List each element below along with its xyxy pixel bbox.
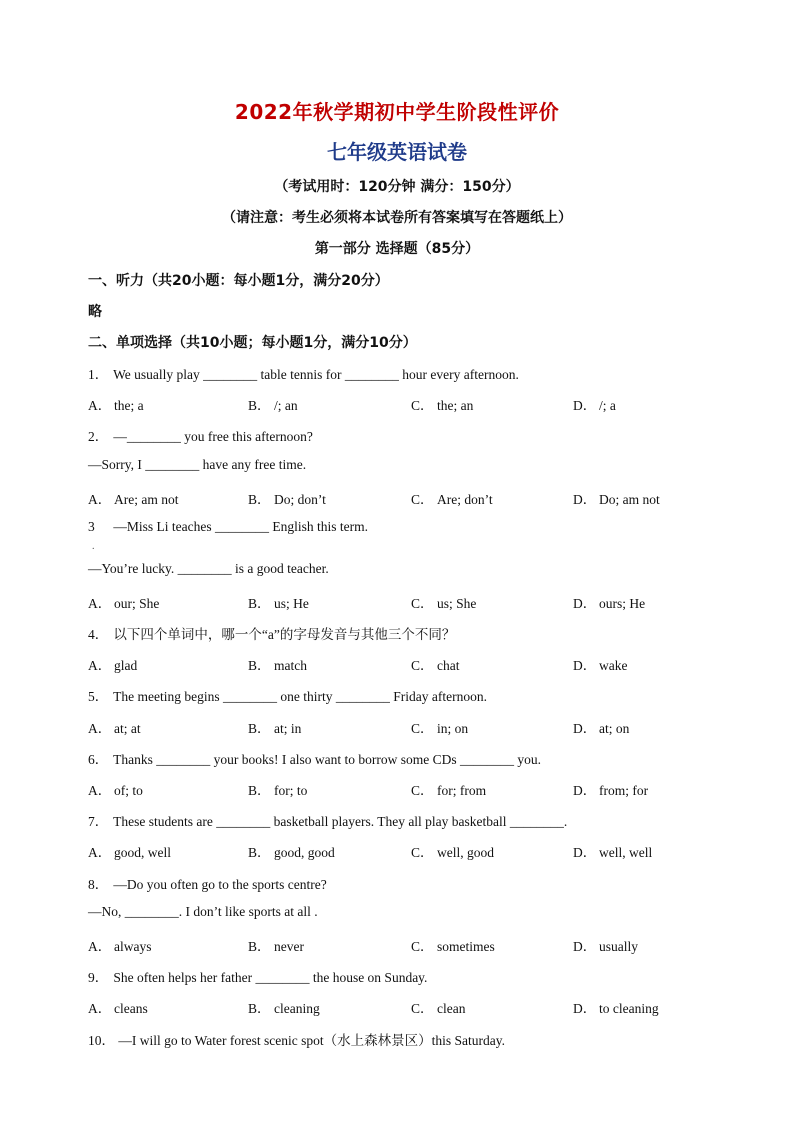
option-letter: A． xyxy=(88,1001,112,1016)
stray-dot: . xyxy=(92,541,95,552)
question-text: —No, ________. I don’t like sports at all . xyxy=(88,904,318,919)
option-text: Are; am not xyxy=(114,492,179,507)
question-6-options xyxy=(88,779,708,799)
option-text: /; an xyxy=(274,398,298,413)
listening-heading: 一、听力（共20小题：每小题1分，满分20分） xyxy=(88,273,389,289)
option-a[interactable] xyxy=(88,654,137,674)
option-letter: D． xyxy=(573,721,597,736)
question-3-options xyxy=(88,592,708,612)
option-letter: B． xyxy=(248,1001,271,1016)
exam-title: 2022年秋学期初中学生阶段性评价 xyxy=(234,100,560,124)
option-text: of; to xyxy=(114,783,143,798)
option-b[interactable] xyxy=(248,654,307,674)
option-letter: D． xyxy=(573,845,597,860)
option-text: cleans xyxy=(114,1001,148,1016)
option-letter: D． xyxy=(573,596,597,611)
option-a[interactable] xyxy=(88,841,171,861)
question-text: We usually play ________ table tennis for ________ hour every afternoon. xyxy=(113,367,519,382)
single-choice-heading: 二、单项选择（共10小题；每小题1分，满分10分） xyxy=(88,335,417,351)
option-a[interactable] xyxy=(88,592,159,612)
question-text: The meeting begins ________ one thirty ________ Friday afternoon. xyxy=(113,689,487,704)
question-8-line-2 xyxy=(88,904,318,920)
question-3-line-1 xyxy=(88,519,368,535)
question-text: —You’re lucky. ________ is a good teacher. xyxy=(88,561,329,576)
option-d[interactable] xyxy=(573,488,660,508)
question-number: 3 xyxy=(88,519,95,534)
option-text: well, well xyxy=(599,845,653,860)
option-text: match xyxy=(274,658,307,673)
question-2-options xyxy=(88,488,708,508)
option-letter: A． xyxy=(88,658,112,673)
question-number: 6． xyxy=(88,752,109,767)
listening-note: 略 xyxy=(88,304,102,320)
question-number: 9． xyxy=(88,970,109,985)
question-text: —Do you often go to the sports centre? xyxy=(113,877,327,892)
exam-subtitle: 七年级英语试卷 xyxy=(327,140,467,164)
option-text: /; a xyxy=(599,398,616,413)
option-letter: D． xyxy=(573,398,597,413)
option-b[interactable] xyxy=(248,394,298,414)
option-c[interactable] xyxy=(411,935,495,955)
option-text: sometimes xyxy=(437,939,495,954)
option-letter: B． xyxy=(248,939,271,954)
option-text: wake xyxy=(599,658,628,673)
option-d[interactable] xyxy=(573,592,645,612)
question-9-options xyxy=(88,997,708,1017)
option-text: never xyxy=(274,939,304,954)
option-text: our; She xyxy=(114,596,160,611)
question-number: 8． xyxy=(88,877,109,892)
option-letter: C． xyxy=(411,939,434,954)
option-c[interactable] xyxy=(411,997,465,1017)
question-8-options xyxy=(88,935,708,955)
option-letter: C． xyxy=(411,783,434,798)
question-number: 7． xyxy=(88,814,109,829)
question-2-line-1 xyxy=(88,425,313,445)
question-7-line-1 xyxy=(88,810,567,830)
option-a[interactable] xyxy=(88,935,152,955)
option-d[interactable] xyxy=(573,394,616,414)
option-a[interactable] xyxy=(88,488,178,508)
option-letter: C． xyxy=(411,721,434,736)
question-5-line-1 xyxy=(88,685,487,705)
option-text: cleaning xyxy=(274,1001,320,1016)
exam-info: （考试用时：120分钟 满分：150分） xyxy=(274,179,520,195)
option-letter: A． xyxy=(88,783,112,798)
option-letter: C． xyxy=(411,398,434,413)
option-text: the; an xyxy=(437,398,474,413)
option-text: Are; don’t xyxy=(437,492,493,507)
option-c[interactable] xyxy=(411,592,476,612)
option-letter: D． xyxy=(573,939,597,954)
question-number: 5． xyxy=(88,689,109,704)
option-a[interactable] xyxy=(88,779,143,799)
option-letter: B． xyxy=(248,398,271,413)
option-b[interactable] xyxy=(248,717,301,737)
option-text: good, good xyxy=(274,845,335,860)
option-text: glad xyxy=(114,658,138,673)
question-7-options xyxy=(88,841,708,861)
question-3-line-2 xyxy=(88,561,329,577)
question-1-line-1 xyxy=(88,363,519,383)
option-letter: A． xyxy=(88,596,112,611)
question-number: 1． xyxy=(88,367,109,382)
option-b[interactable] xyxy=(248,997,320,1017)
option-b[interactable] xyxy=(248,488,326,508)
option-letter: D． xyxy=(573,658,597,673)
option-letter: B． xyxy=(248,721,271,736)
question-6-line-1 xyxy=(88,748,541,768)
question-text: —________ you free this afternoon? xyxy=(113,429,313,444)
option-a[interactable] xyxy=(88,717,141,737)
option-letter: B． xyxy=(248,783,271,798)
question-text: —Miss Li teaches ________ English this term. xyxy=(113,519,368,534)
option-text: well, good xyxy=(437,845,494,860)
question-text: —Sorry, I ________ have any free time. xyxy=(88,457,307,472)
option-text: chat xyxy=(437,658,460,673)
option-text: us; He xyxy=(274,596,309,611)
option-c[interactable] xyxy=(411,488,493,508)
option-text: for; to xyxy=(274,783,308,798)
option-letter: B． xyxy=(248,658,271,673)
option-letter: A． xyxy=(88,845,112,860)
option-text: the; a xyxy=(114,398,144,413)
question-4-options xyxy=(88,654,708,674)
option-text: at; in xyxy=(274,721,302,736)
option-text: Do; am not xyxy=(599,492,660,507)
option-text: at; at xyxy=(114,721,141,736)
option-letter: A． xyxy=(88,939,112,954)
option-text: to cleaning xyxy=(599,1001,659,1016)
option-text: in; on xyxy=(437,721,469,736)
option-letter: C． xyxy=(411,596,434,611)
option-a[interactable] xyxy=(88,997,148,1017)
option-c[interactable] xyxy=(411,654,460,674)
question-9-line-1 xyxy=(88,966,427,986)
question-text: 以下四个单词中，哪一个“a”的字母发音与其他三个不同？ xyxy=(113,627,456,642)
option-c[interactable] xyxy=(411,779,486,799)
option-text: at; on xyxy=(599,721,630,736)
option-d[interactable] xyxy=(573,997,659,1017)
option-d[interactable] xyxy=(573,654,627,674)
option-letter: C． xyxy=(411,1001,434,1016)
question-number: 4． xyxy=(88,627,109,642)
option-text: usually xyxy=(599,939,638,954)
question-4-line-1 xyxy=(88,623,455,643)
option-letter: A． xyxy=(88,398,112,413)
option-a[interactable] xyxy=(88,394,144,414)
option-letter: B． xyxy=(248,596,271,611)
option-b[interactable] xyxy=(248,592,309,612)
option-letter: C． xyxy=(411,658,434,673)
option-text: ours; He xyxy=(599,596,646,611)
option-c[interactable] xyxy=(411,717,468,737)
question-text: —I will go to Water forest scenic spot（水上森林景区）this Saturday. xyxy=(118,1033,505,1048)
option-text: Do; don’t xyxy=(274,492,326,507)
question-text: She often helps her father ________ the house on Sunday. xyxy=(113,970,428,985)
question-2-line-2 xyxy=(88,457,306,473)
option-d[interactable] xyxy=(573,935,638,955)
question-text: These students are ________ basketball players. They all play basketball ________. xyxy=(113,814,568,829)
question-1-options xyxy=(88,394,708,414)
option-text: good, well xyxy=(114,845,171,860)
option-text: clean xyxy=(437,1001,466,1016)
question-10-line-1 xyxy=(88,1029,505,1049)
option-text: for; from xyxy=(437,783,487,798)
option-b[interactable] xyxy=(248,779,307,799)
option-letter: B． xyxy=(248,845,271,860)
option-c[interactable] xyxy=(411,841,494,861)
option-letter: D． xyxy=(573,783,597,798)
question-5-options xyxy=(88,717,708,737)
option-letter: D． xyxy=(573,1001,597,1016)
question-number: 10． xyxy=(88,1033,115,1048)
option-b[interactable] xyxy=(248,935,304,955)
question-text: Thanks ________ your books! I also want to borrow some CDs ________ you. xyxy=(113,752,541,767)
option-b[interactable] xyxy=(248,841,335,861)
question-number: 2． xyxy=(88,429,109,444)
option-letter: C． xyxy=(411,492,434,507)
option-letter: A． xyxy=(88,721,112,736)
option-d[interactable] xyxy=(573,779,648,799)
question-8-line-1 xyxy=(88,873,327,893)
option-letter: C． xyxy=(411,845,434,860)
option-letter: A． xyxy=(88,492,112,507)
option-text: always xyxy=(114,939,152,954)
option-d[interactable] xyxy=(573,841,652,861)
option-letter: D． xyxy=(573,492,597,507)
option-text: us; She xyxy=(437,596,477,611)
part-one-heading: 第一部分 选择题（85分） xyxy=(314,241,480,257)
option-d[interactable] xyxy=(573,717,629,737)
option-text: from; for xyxy=(599,783,649,798)
option-c[interactable] xyxy=(411,394,473,414)
option-letter: B． xyxy=(248,492,271,507)
exam-notice: （请注意：考生必须将本试卷所有答案填写在答题纸上） xyxy=(222,210,572,226)
